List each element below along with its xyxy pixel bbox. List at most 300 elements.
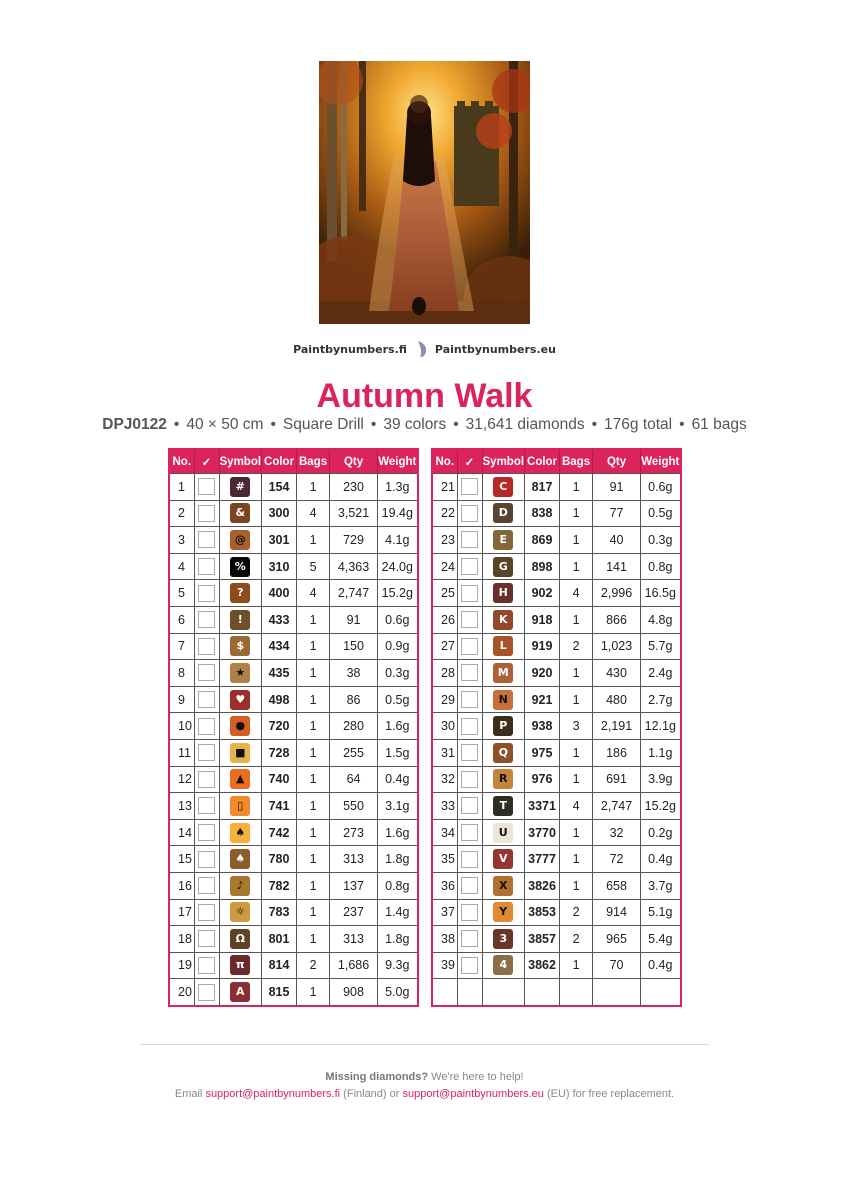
checkbox[interactable] — [198, 797, 215, 814]
row-weight: 24.0g — [378, 553, 418, 580]
row-checkbox-cell — [194, 819, 219, 846]
row-symbol-cell — [482, 527, 525, 554]
checkbox[interactable] — [198, 664, 215, 681]
row-qty: 77 — [593, 500, 641, 527]
row-weight: 0.8g — [378, 872, 418, 899]
color-swatch-symbol-icon: U — [493, 823, 513, 843]
row-color-code: 3826 — [525, 872, 560, 899]
color-swatch-symbol-icon: % — [230, 557, 250, 577]
checkbox[interactable] — [198, 558, 215, 575]
table-row — [169, 500, 418, 527]
table-row — [169, 952, 418, 979]
row-weight: 5.1g — [641, 899, 681, 926]
table-row — [169, 846, 418, 873]
table-row — [432, 606, 681, 633]
row-number: 10 — [169, 713, 194, 740]
checkbox[interactable] — [461, 531, 478, 548]
row-qty: 313 — [330, 846, 378, 873]
row-number: 28 — [432, 660, 457, 687]
row-checkbox-cell — [457, 713, 482, 740]
row-bags: 1 — [560, 474, 593, 501]
row-weight: 1.6g — [378, 713, 418, 740]
color-swatch-symbol-icon: D — [493, 503, 513, 523]
row-bags: 1 — [297, 793, 330, 820]
checkbox[interactable] — [198, 611, 215, 628]
row-number: 19 — [169, 952, 194, 979]
row-qty: 550 — [330, 793, 378, 820]
row-number: 38 — [432, 926, 457, 953]
row-weight: 1.3g — [378, 474, 418, 501]
row-number: 34 — [432, 819, 457, 846]
row-number: 26 — [432, 606, 457, 633]
color-swatch-symbol-icon: G — [493, 557, 513, 577]
row-color-code: 783 — [262, 899, 297, 926]
row-symbol-cell — [482, 926, 525, 953]
row-color-code: 921 — [525, 686, 560, 713]
checkbox[interactable] — [198, 957, 215, 974]
row-weight: 1.4g — [378, 899, 418, 926]
row-checkbox-cell — [194, 766, 219, 793]
row-symbol-cell — [482, 686, 525, 713]
footer-divider — [140, 1044, 709, 1045]
checkbox[interactable] — [198, 478, 215, 495]
checkbox[interactable] — [198, 585, 215, 602]
row-color-code: 902 — [525, 580, 560, 607]
checkbox[interactable] — [461, 585, 478, 602]
checkbox[interactable] — [198, 691, 215, 708]
row-checkbox-cell — [457, 606, 482, 633]
header-no: No. — [169, 449, 194, 474]
row-qty: 137 — [330, 872, 378, 899]
row-qty: 230 — [330, 474, 378, 501]
color-swatch-symbol-icon: R — [493, 769, 513, 789]
row-weight: 0.6g — [378, 606, 418, 633]
checkbox[interactable] — [198, 505, 215, 522]
table-row — [432, 926, 681, 953]
row-number: 35 — [432, 846, 457, 873]
color-swatch-symbol-icon: ♠ — [230, 849, 250, 869]
checkbox[interactable] — [198, 877, 215, 894]
row-symbol-cell — [482, 766, 525, 793]
color-swatch-symbol-icon: 3 — [493, 929, 513, 949]
row-bags: 1 — [297, 527, 330, 554]
row-color-code: 433 — [262, 606, 297, 633]
row-checkbox-cell — [457, 474, 482, 501]
table-row — [432, 660, 681, 687]
color-swatch-symbol-icon: K — [493, 610, 513, 630]
checkbox[interactable] — [198, 638, 215, 655]
row-symbol-cell — [482, 819, 525, 846]
row-symbol-cell — [482, 580, 525, 607]
row-qty: 237 — [330, 899, 378, 926]
row-number: 17 — [169, 899, 194, 926]
row-number: 24 — [432, 553, 457, 580]
table-row — [169, 926, 418, 953]
row-symbol-cell — [482, 872, 525, 899]
row-number: 15 — [169, 846, 194, 873]
row-color-code: 720 — [262, 713, 297, 740]
checkbox[interactable] — [461, 478, 478, 495]
row-number: 5 — [169, 580, 194, 607]
row-weight: 12.1g — [641, 713, 681, 740]
color-swatch-symbol-icon: ▲ — [230, 769, 250, 789]
row-qty: 280 — [330, 713, 378, 740]
row-symbol-cell — [219, 952, 262, 979]
checkbox[interactable] — [198, 824, 215, 841]
row-color-code: 815 — [262, 979, 297, 1006]
row-number: 37 — [432, 899, 457, 926]
row-checkbox-cell — [194, 899, 219, 926]
row-number: 7 — [169, 633, 194, 660]
table-row — [432, 713, 681, 740]
checkbox[interactable] — [461, 664, 478, 681]
row-color-code: 918 — [525, 606, 560, 633]
table-row — [169, 979, 418, 1006]
table-row — [169, 713, 418, 740]
row-checkbox-cell — [194, 926, 219, 953]
row-symbol-cell — [219, 686, 262, 713]
row-symbol-cell — [482, 500, 525, 527]
row-color-code: 817 — [525, 474, 560, 501]
row-qty: 2,747 — [593, 793, 641, 820]
row-number: 4 — [169, 553, 194, 580]
row-symbol-cell — [482, 553, 525, 580]
row-symbol-cell — [219, 766, 262, 793]
row-checkbox-cell — [457, 952, 482, 979]
row-symbol-cell — [482, 793, 525, 820]
table-row — [432, 846, 681, 873]
row-bags: 1 — [560, 872, 593, 899]
table-row — [169, 899, 418, 926]
row-checkbox-cell — [457, 633, 482, 660]
row-weight: 5.4g — [641, 926, 681, 953]
row-bags: 1 — [560, 606, 593, 633]
row-number: 1 — [169, 474, 194, 501]
table-row — [432, 500, 681, 527]
support-contact: Email support@paintbynumbers.fi (Finland) or support@paintbynumbers.eu (EU) for free replacement. — [174, 1088, 675, 1100]
checkbox[interactable] — [461, 824, 478, 841]
checkbox[interactable] — [198, 904, 215, 921]
color-swatch-symbol-icon: L — [493, 636, 513, 656]
color-swatch-symbol-icon: ! — [230, 610, 250, 630]
table-row — [432, 474, 681, 501]
checkbox[interactable] — [461, 611, 478, 628]
row-checkbox-cell — [457, 819, 482, 846]
total-weight: 176g total — [604, 416, 673, 433]
row-bags: 1 — [297, 979, 330, 1006]
row-weight: 2.4g — [641, 660, 681, 687]
color-swatch-symbol-icon: π — [230, 955, 250, 975]
checkbox[interactable] — [461, 904, 478, 921]
checkbox[interactable] — [461, 744, 478, 761]
row-bags: 1 — [297, 474, 330, 501]
row-color-code: 740 — [262, 766, 297, 793]
row-checkbox-cell — [457, 926, 482, 953]
row-bags: 1 — [560, 527, 593, 554]
color-swatch-symbol-icon: & — [230, 503, 250, 523]
row-qty: 86 — [330, 686, 378, 713]
row-symbol-cell — [219, 606, 262, 633]
row-checkbox-cell — [457, 500, 482, 527]
row-number: 32 — [432, 766, 457, 793]
color-swatch-symbol-icon: # — [230, 477, 250, 497]
row-bags: 2 — [560, 926, 593, 953]
color-swatch-symbol-icon: @ — [230, 530, 250, 550]
color-swatch-symbol-icon: N — [493, 690, 513, 710]
color-legend-table-left — [168, 448, 419, 1007]
row-bags: 1 — [560, 766, 593, 793]
table-row — [432, 819, 681, 846]
checkbox[interactable] — [461, 930, 478, 947]
table-row — [169, 872, 418, 899]
row-color-code: 919 — [525, 633, 560, 660]
row-color-code: 838 — [525, 500, 560, 527]
row-symbol-cell — [482, 606, 525, 633]
row-checkbox-cell — [194, 793, 219, 820]
header-color: Color — [262, 449, 297, 474]
color-swatch-symbol-icon: ● — [230, 716, 250, 736]
header-bags: Bags — [560, 449, 593, 474]
checkbox[interactable] — [461, 505, 478, 522]
row-qty: 965 — [593, 926, 641, 953]
row-color-code: 400 — [262, 580, 297, 607]
brand-eu: Paintbynumbers.eu — [434, 342, 556, 356]
row-qty: 38 — [330, 660, 378, 687]
row-checkbox-cell — [194, 580, 219, 607]
row-checkbox-cell — [194, 474, 219, 501]
header-bags: Bags — [297, 449, 330, 474]
table-row — [432, 766, 681, 793]
checkbox[interactable] — [198, 851, 215, 868]
checkbox[interactable] — [461, 797, 478, 814]
row-checkbox-cell — [457, 580, 482, 607]
row-number: 39 — [432, 952, 457, 979]
table-row — [432, 527, 681, 554]
row-bags: 1 — [297, 660, 330, 687]
row-bags: 1 — [560, 846, 593, 873]
row-qty: 2,191 — [593, 713, 641, 740]
row-number: 29 — [432, 686, 457, 713]
row-qty: 2,996 — [593, 580, 641, 607]
row-color-code: 498 — [262, 686, 297, 713]
checkbox[interactable] — [461, 957, 478, 974]
table-row — [169, 553, 418, 580]
color-swatch-symbol-icon: Q — [493, 743, 513, 763]
row-bags: 1 — [297, 606, 330, 633]
checkbox[interactable] — [461, 771, 478, 788]
empty-table-row — [432, 979, 681, 1006]
color-swatch-symbol-icon: Y — [493, 902, 513, 922]
color-swatch-symbol-icon: Ω — [230, 929, 250, 949]
row-weight: 0.4g — [378, 766, 418, 793]
row-symbol-cell — [219, 660, 262, 687]
row-bags: 1 — [560, 686, 593, 713]
header-weight: Weight — [641, 449, 681, 474]
row-color-code: 780 — [262, 846, 297, 873]
row-checkbox-cell — [194, 633, 219, 660]
row-weight: 0.5g — [378, 686, 418, 713]
table-row — [169, 527, 418, 554]
support-email-fi-link[interactable]: support@paintbynumbers.fi — [205, 1088, 341, 1100]
row-bags: 1 — [297, 686, 330, 713]
color-swatch-symbol-icon: ♠ — [230, 823, 250, 843]
row-color-code: 920 — [525, 660, 560, 687]
row-color-code: 3371 — [525, 793, 560, 820]
row-checkbox-cell — [194, 846, 219, 873]
row-bags: 1 — [297, 739, 330, 766]
row-symbol-cell — [219, 713, 262, 740]
support-email-eu-link[interactable]: support@paintbynumbers.eu — [402, 1088, 544, 1100]
row-bags: 1 — [560, 739, 593, 766]
row-checkbox-cell — [457, 766, 482, 793]
row-checkbox-cell — [194, 979, 219, 1006]
row-weight: 5.7g — [641, 633, 681, 660]
checkbox[interactable] — [198, 744, 215, 761]
row-qty: 91 — [593, 474, 641, 501]
row-weight: 4.8g — [641, 606, 681, 633]
row-number: 33 — [432, 793, 457, 820]
row-bags: 4 — [560, 793, 593, 820]
row-qty: 866 — [593, 606, 641, 633]
row-symbol-cell — [219, 739, 262, 766]
row-bags: 1 — [560, 500, 593, 527]
row-qty: 72 — [593, 846, 641, 873]
row-number: 3 — [169, 527, 194, 554]
row-symbol-cell — [219, 899, 262, 926]
row-qty: 150 — [330, 633, 378, 660]
table-row — [432, 633, 681, 660]
row-bags: 3 — [560, 713, 593, 740]
row-checkbox-cell — [457, 872, 482, 899]
row-color-code: 3857 — [525, 926, 560, 953]
row-number: 11 — [169, 739, 194, 766]
row-symbol-cell — [219, 926, 262, 953]
table-row — [169, 793, 418, 820]
row-number: 12 — [169, 766, 194, 793]
row-weight: 1.6g — [378, 819, 418, 846]
row-color-code: 898 — [525, 553, 560, 580]
row-checkbox-cell — [194, 660, 219, 687]
row-symbol-cell — [482, 899, 525, 926]
checkbox[interactable] — [461, 691, 478, 708]
row-checkbox-cell — [457, 846, 482, 873]
color-swatch-symbol-icon: ♪ — [230, 876, 250, 896]
checkbox[interactable] — [461, 851, 478, 868]
row-number: 18 — [169, 926, 194, 953]
row-checkbox-cell — [457, 660, 482, 687]
row-bags: 4 — [297, 580, 330, 607]
row-qty: 64 — [330, 766, 378, 793]
row-number: 22 — [432, 500, 457, 527]
product-painting-image — [319, 61, 530, 324]
checkbox[interactable] — [461, 877, 478, 894]
checkbox[interactable] — [198, 930, 215, 947]
checkbox[interactable] — [461, 718, 478, 735]
row-bags: 1 — [297, 633, 330, 660]
row-color-code: 3862 — [525, 952, 560, 979]
row-color-code: 300 — [262, 500, 297, 527]
row-color-code: 975 — [525, 739, 560, 766]
row-weight: 16.5g — [641, 580, 681, 607]
table-header-row — [169, 449, 418, 474]
color-swatch-symbol-icon: X — [493, 876, 513, 896]
checkbox[interactable] — [461, 558, 478, 575]
color-swatch-symbol-icon: P — [493, 716, 513, 736]
checkbox[interactable] — [198, 984, 215, 1001]
row-color-code: 728 — [262, 739, 297, 766]
row-qty: 186 — [593, 739, 641, 766]
row-weight: 0.4g — [641, 952, 681, 979]
color-swatch-symbol-icon: ★ — [230, 663, 250, 683]
bag-count: 61 bags — [691, 416, 747, 433]
row-bags: 1 — [560, 819, 593, 846]
row-checkbox-cell — [457, 899, 482, 926]
checkbox[interactable] — [198, 718, 215, 735]
row-qty: 273 — [330, 819, 378, 846]
row-number: 23 — [432, 527, 457, 554]
color-swatch-symbol-icon: H — [493, 583, 513, 603]
row-symbol-cell — [482, 660, 525, 687]
row-weight: 0.5g — [641, 500, 681, 527]
row-symbol-cell — [219, 500, 262, 527]
row-weight: 0.6g — [641, 474, 681, 501]
color-swatch-symbol-icon: ? — [230, 583, 250, 603]
color-swatch-symbol-icon: 4 — [493, 955, 513, 975]
checkbox[interactable] — [461, 638, 478, 655]
table-row — [432, 899, 681, 926]
row-checkbox-cell — [457, 739, 482, 766]
table-row — [432, 872, 681, 899]
row-qty: 91 — [330, 606, 378, 633]
table-row — [169, 633, 418, 660]
row-checkbox-cell — [194, 500, 219, 527]
row-qty: 658 — [593, 872, 641, 899]
row-bags: 1 — [297, 766, 330, 793]
row-checkbox-cell — [194, 686, 219, 713]
checkbox[interactable] — [198, 531, 215, 548]
row-bags: 1 — [297, 713, 330, 740]
row-number: 8 — [169, 660, 194, 687]
row-color-code: 434 — [262, 633, 297, 660]
row-qty: 908 — [330, 979, 378, 1006]
row-color-code: 814 — [262, 952, 297, 979]
row-qty: 3,521 — [330, 500, 378, 527]
row-symbol-cell — [482, 633, 525, 660]
row-bags: 4 — [560, 580, 593, 607]
row-checkbox-cell — [457, 793, 482, 820]
row-number: 16 — [169, 872, 194, 899]
row-weight: 1.1g — [641, 739, 681, 766]
row-checkbox-cell — [457, 686, 482, 713]
diamond-count: 31,641 diamonds — [465, 416, 585, 433]
table-row — [169, 739, 418, 766]
row-weight: 1.8g — [378, 926, 418, 953]
row-symbol-cell — [482, 713, 525, 740]
row-bags: 1 — [297, 819, 330, 846]
color-swatch-symbol-icon: E — [493, 530, 513, 550]
row-number: 13 — [169, 793, 194, 820]
table-row — [432, 553, 681, 580]
row-color-code: 938 — [525, 713, 560, 740]
row-symbol-cell — [219, 872, 262, 899]
row-qty: 691 — [593, 766, 641, 793]
row-checkbox-cell — [457, 553, 482, 580]
row-weight: 0.8g — [641, 553, 681, 580]
row-weight: 15.2g — [378, 580, 418, 607]
row-number: 20 — [169, 979, 194, 1006]
checkbox[interactable] — [198, 771, 215, 788]
row-weight: 0.3g — [641, 527, 681, 554]
